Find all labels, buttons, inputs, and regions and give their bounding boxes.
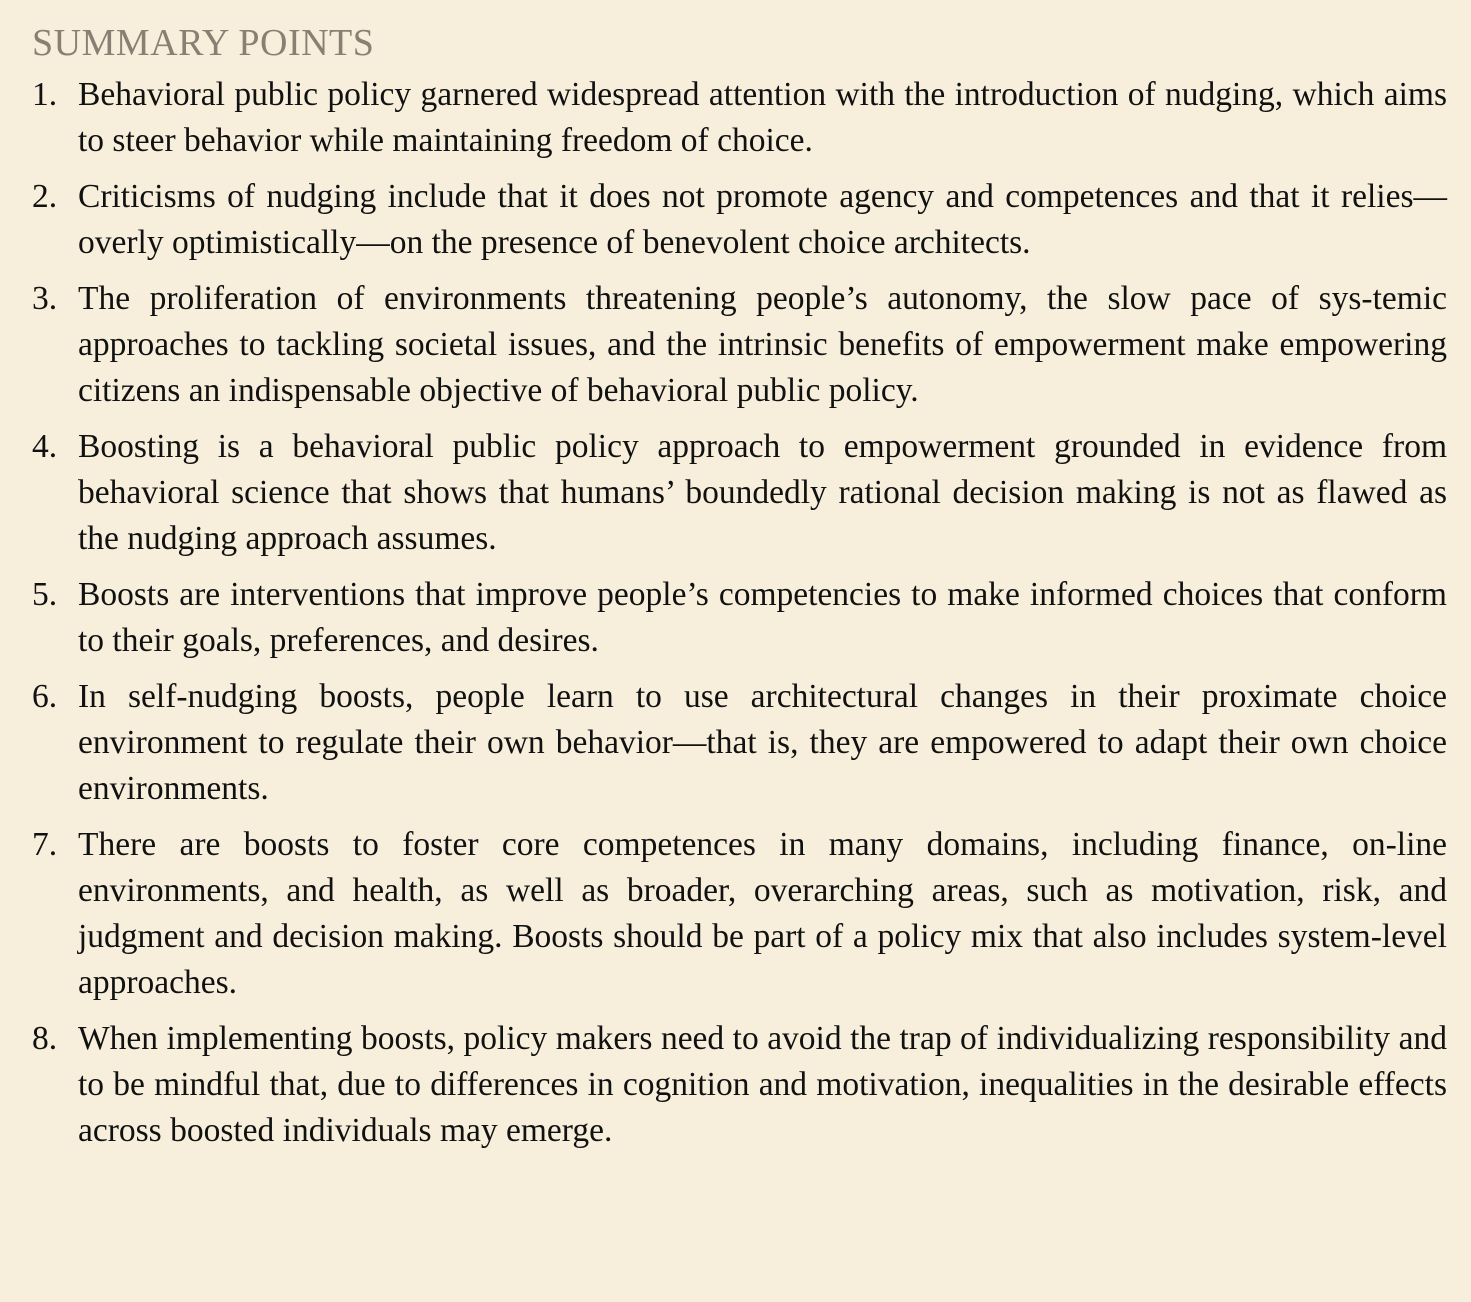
item-text: Criticisms of nudging include that it does not promote agency and competences and that it relies—overly optimistically—on the presence of benevolent choice architects. (78, 178, 1447, 261)
item-text: In self-nudging boosts, people learn to use architectural changes in their proximate choice environment to regulate their own behavior—that is, they are empowered to adapt their own choice environments. (78, 678, 1447, 807)
list-item (32, 822, 1447, 1006)
section-heading: SUMMARY POINTS (32, 22, 375, 64)
item-text: Boosts are interventions that improve people’s competencies to make informed choices that conform to their goals, preferences, and desires. (78, 576, 1447, 659)
summary-points-list (32, 72, 1447, 1154)
list-item (32, 674, 1447, 812)
item-number: 5. (32, 576, 58, 613)
item-number: 4. (32, 428, 58, 465)
item-number: 2. (32, 178, 58, 215)
list-item (32, 572, 1447, 664)
item-text: The proliferation of environments threatening people’s autonomy, the slow pace of sys-temic approaches to tackling societal issues, and the intrinsic benefits of empowerment make empowering citizens an indispensable objective of behavioral public policy. (78, 280, 1447, 409)
item-number: 8. (32, 1020, 58, 1057)
item-text: Boosting is a behavioral public policy approach to empowerment grounded in evidence from behavioral science that shows that humans’ boundedly rational decision making is not as flawed as the nudging approach assumes. (78, 428, 1447, 557)
list-item (32, 276, 1447, 414)
list-item (32, 72, 1447, 164)
item-number: 6. (32, 678, 58, 715)
item-text: There are boosts to foster core competences in many domains, including finance, on-line environments, and health, as well as broader, overarching areas, such as motivation, risk, and judgment and decision making. Boosts should be part of a policy mix that also includes system-level approaches. (78, 826, 1447, 1001)
list-item (32, 1016, 1447, 1154)
item-text: When implementing boosts, policy makers need to avoid the trap of individualizing responsibility and to be mindful that, due to differences in cognition and motivation, inequalities in the desirable effects across boosted individuals may emerge. (78, 1020, 1447, 1149)
item-text: Behavioral public policy garnered widespread attention with the introduction of nudging, which aims to steer behavior while maintaining freedom of choice. (78, 76, 1447, 159)
item-number: 3. (32, 280, 58, 317)
item-number: 1. (32, 76, 58, 113)
list-item (32, 424, 1447, 562)
list-item (32, 174, 1447, 266)
item-number: 7. (32, 826, 58, 863)
